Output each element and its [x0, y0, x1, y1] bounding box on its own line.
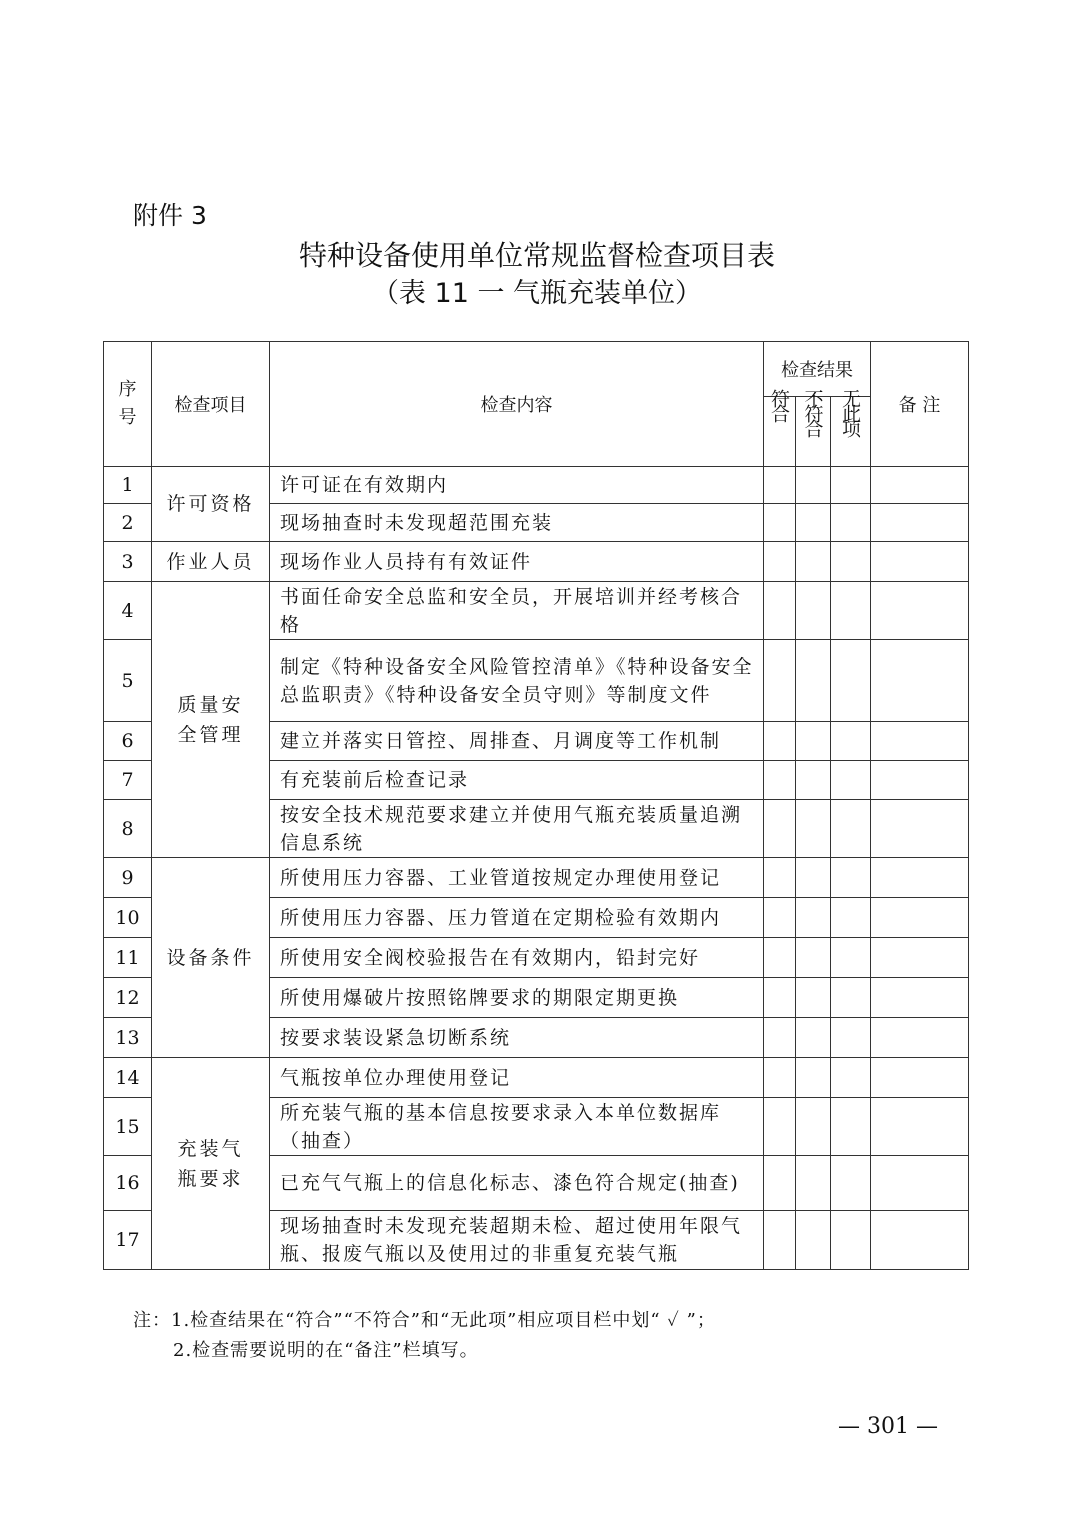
table-row [104, 467, 969, 504]
result-na-cell[interactable] [831, 640, 871, 722]
result-conform-cell[interactable] [764, 978, 796, 1018]
result-nonconform-cell[interactable] [796, 938, 831, 978]
remark-cell[interactable] [871, 504, 969, 542]
result-conform-cell[interactable] [764, 542, 796, 582]
result-conform-cell[interactable] [764, 504, 796, 542]
result-na-cell[interactable] [831, 800, 871, 858]
inspection-table [103, 341, 969, 1270]
remark-cell[interactable] [871, 1058, 969, 1098]
header-item: 检查项目 [152, 342, 270, 467]
result-na-cell[interactable] [831, 1098, 871, 1156]
check-item [152, 542, 270, 582]
attachment-label: 附件 3 [133, 201, 207, 230]
header-result-conform: 符合 [764, 397, 796, 467]
result-conform-cell[interactable] [764, 800, 796, 858]
check-item [152, 858, 270, 1058]
check-content: 现场抽查时未发现超范围充装 [270, 504, 764, 542]
check-item-label: 充装气瓶要求 [177, 1137, 244, 1190]
table-row [104, 582, 969, 640]
result-na-cell[interactable] [831, 1018, 871, 1058]
check-content: 按安全技术规范要求建立并使用气瓶充装质量追溯信息系统 [270, 800, 764, 858]
row-seq: 4 [104, 582, 152, 640]
document-title: 特种设备使用单位常规监督检查项目表 [298, 239, 775, 272]
result-nonconform-cell[interactable] [796, 1018, 831, 1058]
check-content: 制定《特种设备安全风险管控清单》《特种设备安全总监职责》《特种设备安全员守则》等制度文件 [270, 640, 764, 722]
check-item-label: 设备条件 [166, 946, 255, 969]
page-number: — 301 — [838, 1414, 938, 1439]
result-na-cell[interactable] [831, 1058, 871, 1098]
remark-cell[interactable] [871, 800, 969, 858]
note-line-1: 注：1.检查结果在“符合”“不符合”和“无此项”相应项目栏中划“ ✓ ”； [133, 1310, 716, 1331]
row-seq: 8 [104, 800, 152, 858]
row-seq: 3 [104, 542, 152, 582]
remark-cell[interactable] [871, 722, 969, 761]
remark-cell[interactable] [871, 582, 969, 640]
result-nonconform-cell[interactable] [796, 898, 831, 938]
result-nonconform-cell[interactable] [796, 1156, 831, 1211]
check-content: 所使用压力容器、压力管道在定期检验有效期内 [270, 898, 764, 938]
row-seq: 1 [104, 467, 152, 504]
result-conform-cell[interactable] [764, 1211, 796, 1270]
check-content: 书面任命安全总监和安全员，开展培训并经考核合格 [270, 582, 764, 640]
remark-cell[interactable] [871, 858, 969, 898]
check-content: 所使用安全阀校验报告在有效期内，铅封完好 [270, 938, 764, 978]
result-na-cell[interactable] [831, 1211, 871, 1270]
header-result-na: 无此项 [831, 397, 871, 467]
remark-cell[interactable] [871, 640, 969, 722]
result-nonconform-cell[interactable] [796, 1098, 831, 1156]
check-item [152, 582, 270, 858]
check-content: 现场抽查时未发现充装超期未检、超过使用年限气瓶、报废气瓶以及使用过的非重复充装气瓶 [270, 1211, 764, 1270]
row-seq: 16 [104, 1156, 152, 1211]
check-content: 按要求装设紧急切断系统 [270, 1018, 764, 1058]
result-conform-cell[interactable] [764, 761, 796, 800]
result-na-cell[interactable] [831, 582, 871, 640]
check-content: 许可证在有效期内 [270, 467, 764, 504]
row-seq: 13 [104, 1018, 152, 1058]
remark-cell[interactable] [871, 467, 969, 504]
note-line-2: 2.检查需要说明的在“备注”栏填写。 [173, 1340, 479, 1361]
table-row [104, 858, 969, 898]
header-content: 检查内容 [270, 342, 764, 467]
result-nonconform-cell[interactable] [796, 582, 831, 640]
result-conform-cell[interactable] [764, 938, 796, 978]
result-na-cell[interactable] [831, 938, 871, 978]
check-content: 现场作业人员持有有效证件 [270, 542, 764, 582]
result-na-cell[interactable] [831, 467, 871, 504]
result-conform-cell[interactable] [764, 898, 796, 938]
remark-cell[interactable] [871, 1211, 969, 1270]
row-seq: 10 [104, 898, 152, 938]
remark-cell[interactable] [871, 761, 969, 800]
result-na-cell[interactable] [831, 542, 871, 582]
result-nonconform-cell[interactable] [796, 722, 831, 761]
result-na-cell[interactable] [831, 1156, 871, 1211]
check-content: 有充装前后检查记录 [270, 761, 764, 800]
result-na-cell[interactable] [831, 898, 871, 938]
result-nonconform-cell[interactable] [796, 1211, 831, 1270]
document-subtitle: （表 11 一 气瓶充装单位） [371, 278, 703, 309]
check-item [152, 467, 270, 542]
header-remark: 备 注 [871, 342, 969, 467]
remark-cell[interactable] [871, 898, 969, 938]
result-nonconform-cell[interactable] [796, 640, 831, 722]
remark-cell[interactable] [871, 978, 969, 1018]
result-na-cell[interactable] [831, 504, 871, 542]
table-row [104, 542, 969, 582]
row-seq: 6 [104, 722, 152, 761]
result-conform-cell[interactable] [764, 1018, 796, 1058]
result-conform-cell[interactable] [764, 1058, 796, 1098]
check-item-label: 作业人员 [166, 550, 255, 573]
result-conform-cell[interactable] [764, 467, 796, 504]
result-conform-cell[interactable] [764, 1098, 796, 1156]
result-conform-cell[interactable] [764, 858, 796, 898]
row-seq: 9 [104, 858, 152, 898]
row-seq: 17 [104, 1211, 152, 1270]
remark-cell[interactable] [871, 1098, 969, 1156]
result-conform-cell[interactable] [764, 640, 796, 722]
remark-cell[interactable] [871, 542, 969, 582]
check-content: 所使用爆破片按照铭牌要求的期限定期更换 [270, 978, 764, 1018]
header-result-nonconform: 不符合 [796, 397, 831, 467]
result-nonconform-cell[interactable] [796, 761, 831, 800]
result-na-cell[interactable] [831, 978, 871, 1018]
row-seq: 5 [104, 640, 152, 722]
row-seq: 2 [104, 504, 152, 542]
remark-cell[interactable] [871, 1018, 969, 1058]
row-seq: 15 [104, 1098, 152, 1156]
check-content: 所使用压力容器、工业管道按规定办理使用登记 [270, 858, 764, 898]
result-nonconform-cell[interactable] [796, 858, 831, 898]
row-seq: 14 [104, 1058, 152, 1098]
result-conform-cell[interactable] [764, 1156, 796, 1211]
result-na-cell[interactable] [831, 858, 871, 898]
result-conform-cell[interactable] [764, 582, 796, 640]
check-content: 已充气气瓶上的信息化标志、漆色符合规定(抽查) [270, 1156, 764, 1211]
check-item-label: 许可资格 [166, 493, 255, 515]
row-seq: 12 [104, 978, 152, 1018]
remark-cell[interactable] [871, 1156, 969, 1211]
result-na-cell[interactable] [831, 761, 871, 800]
check-content: 所充装气瓶的基本信息按要求录入本单位数据库（抽查） [270, 1098, 764, 1156]
row-seq: 7 [104, 761, 152, 800]
header-result: 检查结果 [764, 342, 871, 397]
check-content: 建立并落实日管控、周排查、月调度等工作机制 [270, 722, 764, 761]
check-content: 气瓶按单位办理使用登记 [270, 1058, 764, 1098]
check-item-label: 质量安全管理 [177, 693, 244, 746]
result-nonconform-cell[interactable] [796, 504, 831, 542]
result-nonconform-cell[interactable] [796, 1058, 831, 1098]
row-seq: 11 [104, 938, 152, 978]
check-item [152, 1058, 270, 1270]
result-nonconform-cell[interactable] [796, 800, 831, 858]
result-nonconform-cell[interactable] [796, 978, 831, 1018]
notes [133, 1306, 716, 1366]
result-nonconform-cell[interactable] [796, 467, 831, 504]
result-conform-cell[interactable] [764, 722, 796, 761]
remark-cell[interactable] [871, 938, 969, 978]
result-nonconform-cell[interactable] [796, 542, 831, 582]
table-row [104, 1058, 969, 1098]
result-na-cell[interactable] [831, 722, 871, 761]
header-seq: 序号 [104, 342, 152, 467]
